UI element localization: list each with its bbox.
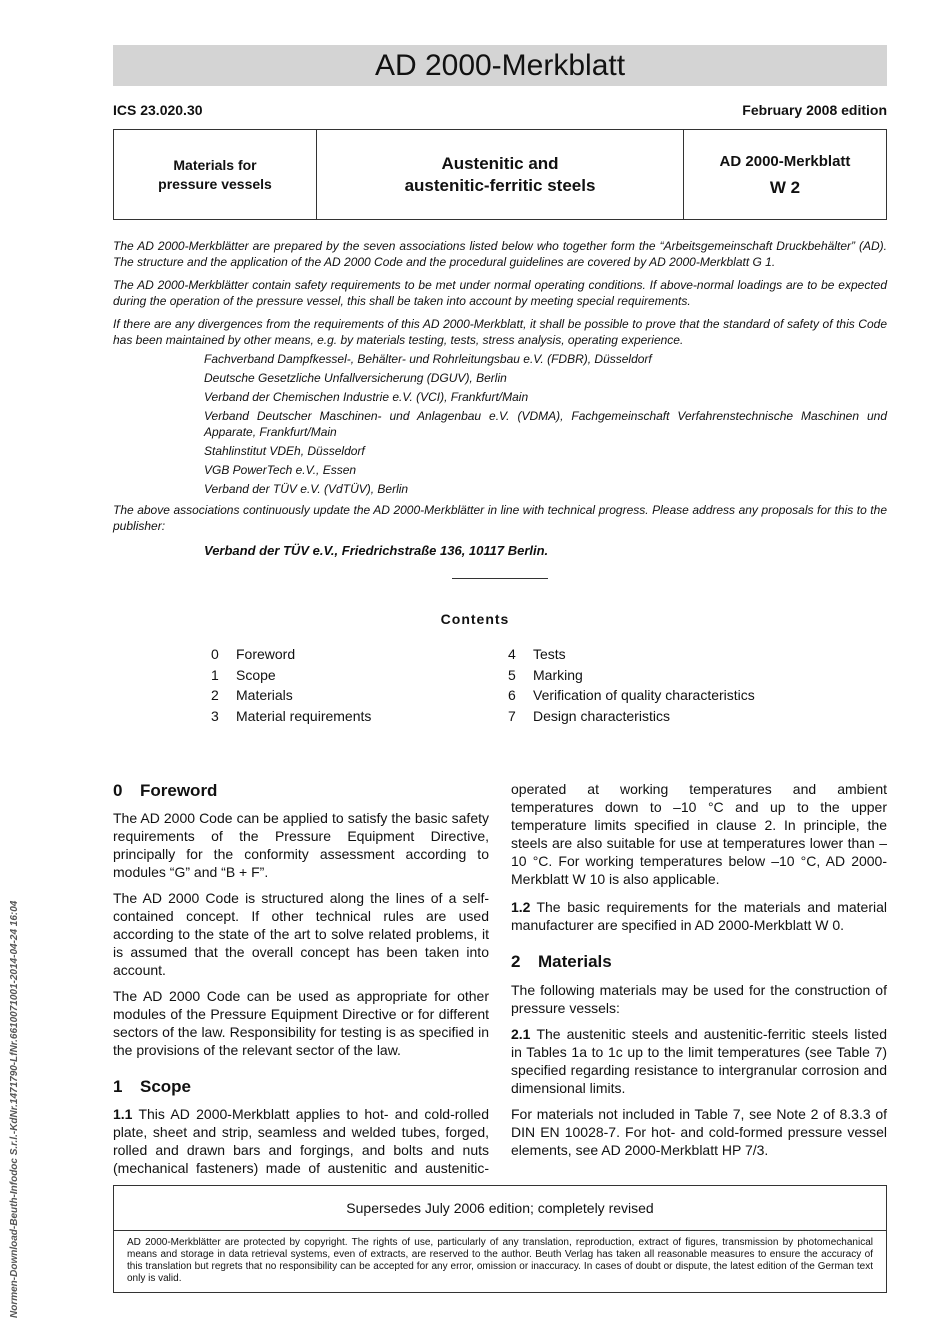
intro-paragraph: The AD 2000-Merkblätter contain safety requirements to be met under normal operating conditions. If above-normal loadings are to be expected during the operation of the pressure vessel, this shall be taken into account by meeting special requirements.: [113, 278, 887, 308]
header-box: [113, 129, 887, 220]
clause-number: 1.2: [511, 899, 531, 915]
document-title: AD 2000-Merkblatt: [113, 45, 887, 86]
section-number: 0: [113, 781, 123, 800]
body-paragraph: [113, 1105, 489, 1177]
toc-column-left: [211, 644, 371, 727]
association-item: Verband der TÜV e.V. (VdTÜV), Berlin: [204, 482, 409, 496]
ics-code: ICS 23.020.30: [113, 102, 203, 118]
toc-label: Foreword: [236, 646, 296, 662]
footer-box: [113, 1185, 887, 1293]
subject-line-2: pressure vessels: [158, 175, 272, 192]
toc-column-right: [508, 644, 755, 727]
clause-text: The austenitic steels and austenitic-ferritic steels listed in Tables 1a to 1c up to the limit temperatures (see Table 7) specified regarding resistance to intergranular corrosion and dimensional limits.: [511, 1026, 887, 1096]
toc-number: 7: [508, 708, 516, 725]
body-paragraph: The AD 2000 Code can be applied to satisfy the basic safety requirements of the Pressure Equipment Directive, principally for the conformity assessment according to modules “G” and “B + F”.: [113, 810, 489, 880]
toc-label: Verification of quality characteristics: [533, 687, 755, 704]
association-item: Verband Deutscher Maschinen- und Anlagenbau e.V. (VDMA), Fachgemeinschaft Verfahrenstechnische Maschinen und Apparate, Frankfurt/Main: [204, 409, 887, 439]
body-paragraph: The AD 2000 Code is structured along the lines of a self-contained concept. If other technical rules are used according to the state of the art to solve related problems, it is assumed that the overall concept has been taken into account.: [113, 890, 489, 978]
toc-label: Scope: [236, 666, 276, 683]
toc-number: 0: [211, 646, 219, 662]
clause-text-continued: operated at working temperatures and ambient temperatures down to –10 °C and up to the upper temperature limits specified in clause 2. In principle, the steels are also suitable for use at temperatures lower than –10 °C. For working temperatures below –10 °C, AD 2000-Merkblatt W 10 is also applicable.: [511, 781, 887, 887]
body-paragraph: [511, 898, 887, 934]
code-label: AD 2000-Merkblatt: [719, 152, 851, 170]
topic-cell: [317, 130, 684, 219]
association-item: Fachverband Dampfkessel-, Behälter- und Rohrleitungsbau e.V. (FDBR), Düsseldorf: [204, 352, 652, 366]
association-item: VGB PowerTech e.V., Essen: [204, 463, 357, 477]
supersedes-note: Supersedes July 2006 edition; completely revised: [114, 1186, 886, 1231]
toc-label: Material requirements: [236, 708, 372, 725]
toc-label: Marking: [533, 666, 583, 683]
clause-number: 2.1: [511, 1026, 531, 1042]
clause-text: This AD 2000-Merkblatt applies to hot- and cold-rolled plate, sheet and strip, seamless and welded tubes, forged, rolled and drawn bars and forgings, and bolts and nuts (mechanical fasteners) made of austenitic and austenitic-: [113, 1106, 489, 1176]
toc-item[interactable]: [211, 644, 371, 665]
toc-number: 2: [211, 687, 219, 704]
toc-item[interactable]: [211, 685, 371, 706]
body-paragraph: The AD 2000 Code can be used as appropriate for other modules of the Pressure Equipment Directive or for different sectors of the law. Responsibility for testing is as specified in the provisions of the relevant sector of the law.: [113, 988, 489, 1058]
toc-item[interactable]: [508, 665, 755, 686]
section-heading-foreword: [113, 780, 489, 802]
association-item: Stahlinstitut VDEh, Düsseldorf: [204, 444, 365, 458]
copyright-notice: AD 2000-Merkblätter are protected by copyright. The rights of use, particularly of any translation, reproduction, extract of figures, transmission by photomechanical means and storage in data retrieval systems, even of extracts, are reserved to the author. Beuth Verlag has taken all reasonable measures to ensure the accuracy of this translation but regrets that no responsibility can be accepted for any error, omission or inaccuracy. In cases of doubt or dispute, the latest edition of the German text only is valid.: [127, 1237, 873, 1284]
toc-number: 3: [211, 708, 219, 725]
section-number: 1: [113, 1077, 123, 1096]
clause-text: The basic requirements for the materials and material manufacturer are specified in AD 2000-Merkblatt W 0.: [511, 899, 887, 933]
toc-item[interactable]: [211, 665, 371, 686]
body-paragraph: [511, 780, 887, 888]
edition-date: February 2008 edition: [742, 102, 887, 118]
body-column-right: [511, 780, 887, 1167]
download-watermark: Normen-Download-Beuth-Infodoc S.r.l.-KdNr.1471790-LfNr.6610071001-2014-04-24 16:04: [9, 900, 20, 1318]
body-paragraph: The following materials may be used for the construction of pressure vessels:: [511, 982, 887, 1016]
section-title: Scope: [140, 1077, 192, 1096]
association-item: Deutsche Gesetzliche Unfallversicherung (DGUV), Berlin: [204, 371, 507, 385]
toc-label: Materials: [236, 687, 293, 704]
toc-item[interactable]: [508, 706, 755, 727]
intro-paragraph: The AD 2000-Merkblätter are prepared by the seven associations listed below who together form the “Arbeitsgemeinschaft Druckbehälter” (AD). The structure and the application of the AD 2000 Code and the procedural guidelines are covered by AD 2000-Merkblatt G 1.: [113, 239, 887, 269]
toc-label: Tests: [533, 646, 566, 662]
body-column-left: [113, 780, 489, 1185]
toc-number: 5: [508, 666, 516, 683]
clause-number: 1.1: [113, 1106, 133, 1122]
association-list: [204, 351, 887, 497]
toc-number: 1: [211, 666, 219, 683]
topic-line-1: Austenitic and: [441, 153, 559, 173]
section-heading-scope: [113, 1076, 489, 1098]
publisher-address: Verband der TÜV e.V., Friedrichstraße 136, 10117 Berlin.: [204, 543, 549, 558]
toc-number: 6: [508, 687, 516, 704]
code-number: W 2: [769, 177, 801, 197]
association-item: Verband der Chemischen Industrie e.V. (VCI), Frankfurt/Main: [204, 390, 529, 404]
section-heading-materials: [511, 951, 887, 973]
section-title: Foreword: [140, 781, 218, 800]
subject-line-1: Materials for: [173, 156, 257, 173]
code-cell: [684, 130, 886, 219]
toc-item[interactable]: [508, 685, 755, 706]
divider: [452, 578, 548, 579]
intro-paragraph: If there are any divergences from the requirements of this AD 2000-Merkblatt, it shall be possible to prove that the standard of safety of this Code has been maintained by other means, e.g. by materials testing, tests, stress analysis, operating experience.: [113, 317, 887, 347]
toc-label: Design characteristics: [533, 708, 670, 725]
section-number: 2: [511, 952, 521, 971]
toc-number: 4: [508, 646, 516, 662]
intro-paragraph: The above associations continuously update the AD 2000-Merkblätter in line with technical progress. Please address any proposals for this to the publisher:: [113, 503, 887, 533]
contents-title: Contents: [440, 611, 510, 627]
toc-item[interactable]: [508, 644, 755, 665]
intro-section: [113, 238, 887, 559]
topic-line-2: austenitic-ferritic steels: [404, 175, 596, 195]
toc-item[interactable]: [211, 706, 371, 727]
body-paragraph: [511, 1025, 887, 1097]
section-title: Materials: [538, 952, 612, 971]
body-paragraph: For materials not included in Table 7, see Note 2 of 8.3.3 of DIN EN 10028-7. For hot- and cold-formed pressure vessel elements, see AD 2000-Merkblatt HP 7/3.: [511, 1106, 887, 1158]
subject-cell: [114, 130, 317, 219]
